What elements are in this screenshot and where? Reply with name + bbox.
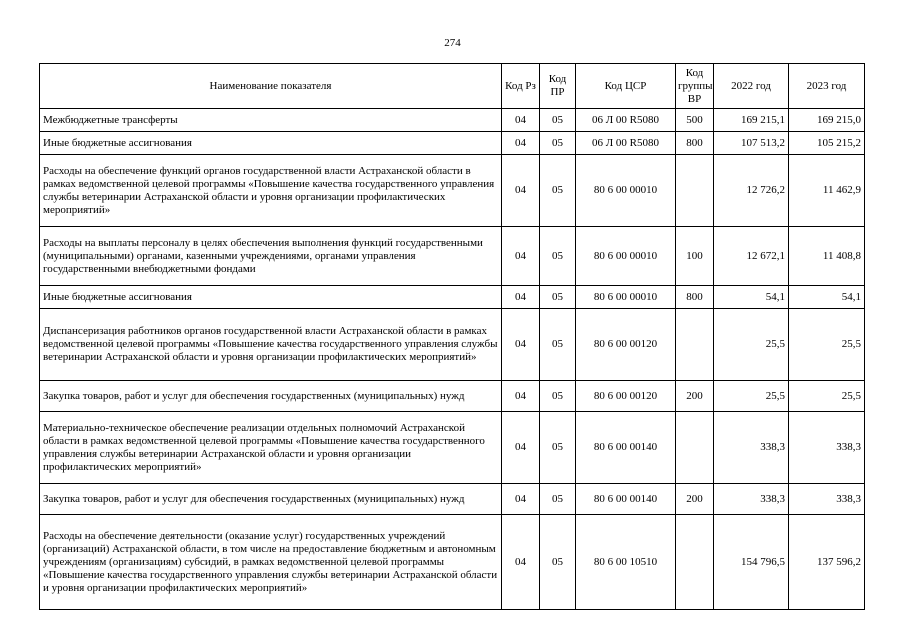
row-csr: 80 6 00 00010 bbox=[576, 227, 676, 286]
row-2022: 25,5 bbox=[714, 309, 789, 381]
row-csr: 06 Л 00 R5080 bbox=[576, 109, 676, 132]
row-pr: 05 bbox=[540, 132, 576, 155]
row-2023: 338,3 bbox=[789, 412, 865, 484]
table-row bbox=[40, 109, 865, 132]
row-rz: 04 bbox=[502, 484, 540, 515]
row-rz: 04 bbox=[502, 381, 540, 412]
row-csr: 80 6 00 10510 bbox=[576, 515, 676, 610]
row-name: Иные бюджетные ассигнования bbox=[40, 132, 502, 155]
row-rz: 04 bbox=[502, 155, 540, 227]
row-name: Материально-техническое обеспечение реализации отдельных полномочий Астраханской области в рамках ведомственной целевой программы «Повышение качества государственного управления службы ветеринарии Астраханской области и уровня организации профилактических мероприятий» bbox=[40, 412, 502, 484]
row-name: Закупка товаров, работ и услуг для обеспечения государственных (муниципальных) нужд bbox=[40, 484, 502, 515]
table-row bbox=[40, 309, 865, 381]
row-pr: 05 bbox=[540, 412, 576, 484]
row-2022: 12 726,2 bbox=[714, 155, 789, 227]
row-name: Межбюджетные трансферты bbox=[40, 109, 502, 132]
row-vr bbox=[676, 155, 714, 227]
row-2023: 105 215,2 bbox=[789, 132, 865, 155]
table-header-row bbox=[40, 64, 865, 109]
table-row bbox=[40, 515, 865, 610]
row-vr bbox=[676, 412, 714, 484]
header-csr: Код ЦСР bbox=[576, 64, 676, 109]
header-name: Наименование показателя bbox=[40, 64, 502, 109]
header-pr: Код ПР bbox=[540, 64, 576, 109]
table-row bbox=[40, 412, 865, 484]
row-rz: 04 bbox=[502, 109, 540, 132]
row-csr: 80 6 00 00010 bbox=[576, 155, 676, 227]
row-pr: 05 bbox=[540, 109, 576, 132]
row-2023: 25,5 bbox=[789, 381, 865, 412]
row-2022: 107 513,2 bbox=[714, 132, 789, 155]
row-2023: 338,3 bbox=[789, 484, 865, 515]
table-row bbox=[40, 227, 865, 286]
row-2023: 11 408,8 bbox=[789, 227, 865, 286]
header-2022: 2022 год bbox=[714, 64, 789, 109]
row-name: Расходы на выплаты персоналу в целях обеспечения выполнения функций государственными (муниципальными) органами, казенными учреждениями, органами управления государственными внебюджетными фондами bbox=[40, 227, 502, 286]
row-name: Иные бюджетные ассигнования bbox=[40, 286, 502, 309]
row-rz: 04 bbox=[502, 412, 540, 484]
row-2022: 169 215,1 bbox=[714, 109, 789, 132]
row-2022: 25,5 bbox=[714, 381, 789, 412]
row-vr: 200 bbox=[676, 381, 714, 412]
table-row bbox=[40, 132, 865, 155]
row-pr: 05 bbox=[540, 227, 576, 286]
budget-table bbox=[39, 63, 865, 610]
row-csr: 80 6 00 00120 bbox=[576, 309, 676, 381]
row-name: Закупка товаров, работ и услуг для обеспечения государственных (муниципальных) нужд bbox=[40, 381, 502, 412]
row-csr: 06 Л 00 R5080 bbox=[576, 132, 676, 155]
row-2023: 169 215,0 bbox=[789, 109, 865, 132]
row-rz: 04 bbox=[502, 309, 540, 381]
row-csr: 80 6 00 00140 bbox=[576, 484, 676, 515]
table-row bbox=[40, 484, 865, 515]
row-rz: 04 bbox=[502, 286, 540, 309]
row-vr: 800 bbox=[676, 286, 714, 309]
row-csr: 80 6 00 00120 bbox=[576, 381, 676, 412]
row-pr: 05 bbox=[540, 484, 576, 515]
row-rz: 04 bbox=[502, 132, 540, 155]
row-2022: 338,3 bbox=[714, 412, 789, 484]
header-2023: 2023 год bbox=[789, 64, 865, 109]
row-rz: 04 bbox=[502, 227, 540, 286]
row-2023: 11 462,9 bbox=[789, 155, 865, 227]
row-pr: 05 bbox=[540, 381, 576, 412]
row-2023: 54,1 bbox=[789, 286, 865, 309]
row-rz: 04 bbox=[502, 515, 540, 610]
row-2022: 154 796,5 bbox=[714, 515, 789, 610]
row-name: Расходы на обеспечение функций органов государственной власти Астраханской области в рамках ведомственной целевой программы «Повышение качества государственного управления службы ветеринарии Астраханской области и уровня организации профилактических мероприятий» bbox=[40, 155, 502, 227]
row-vr: 500 bbox=[676, 109, 714, 132]
table-row bbox=[40, 155, 865, 227]
row-2022: 12 672,1 bbox=[714, 227, 789, 286]
row-2023: 137 596,2 bbox=[789, 515, 865, 610]
row-2022: 54,1 bbox=[714, 286, 789, 309]
row-vr: 800 bbox=[676, 132, 714, 155]
page-number: 274 bbox=[444, 37, 461, 49]
row-vr bbox=[676, 515, 714, 610]
row-vr: 200 bbox=[676, 484, 714, 515]
row-pr: 05 bbox=[540, 515, 576, 610]
row-pr: 05 bbox=[540, 286, 576, 309]
header-rz: Код Рз bbox=[502, 64, 540, 109]
row-csr: 80 6 00 00140 bbox=[576, 412, 676, 484]
row-2023: 25,5 bbox=[789, 309, 865, 381]
table-row bbox=[40, 286, 865, 309]
row-vr: 100 bbox=[676, 227, 714, 286]
row-pr: 05 bbox=[540, 309, 576, 381]
row-vr bbox=[676, 309, 714, 381]
row-name: Диспансеризация работников органов государственной власти Астраханской области в рамках ведомственной целевой программы «Повышение качества государственного управления службы ветеринарии Астраханской области и уровня организации профилактических мероприятий» bbox=[40, 309, 502, 381]
row-csr: 80 6 00 00010 bbox=[576, 286, 676, 309]
row-name: Расходы на обеспечение деятельности (оказание услуг) государственных учреждений (организаций) Астраханской области, в том числе на предоставление бюджетным и автономным учреждениям (организациям) субсидий, в рамках ведомственной целевой программы «Повышение качества государственного управления службы ветеринарии Астраханской области и уровня организации профилактических мероприятий» bbox=[40, 515, 502, 610]
row-2022: 338,3 bbox=[714, 484, 789, 515]
table-row bbox=[40, 381, 865, 412]
row-pr: 05 bbox=[540, 155, 576, 227]
header-vr: Код группы ВР bbox=[676, 64, 714, 109]
